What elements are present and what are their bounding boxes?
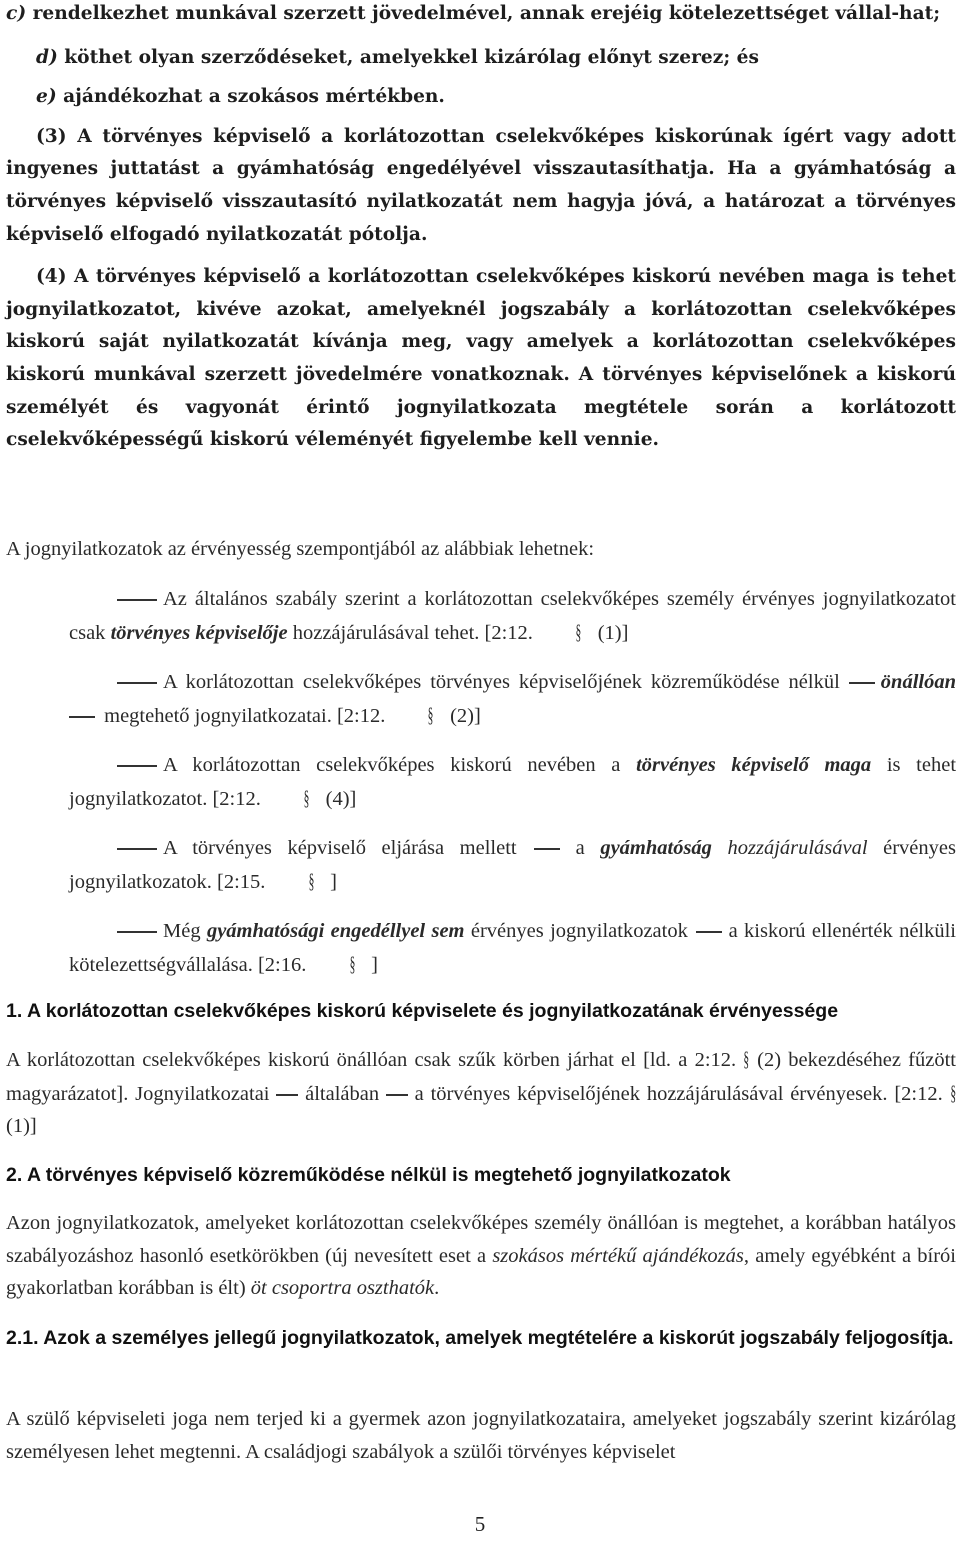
heading-text: 2. A törvényes képviselő közreműködése nélkül is megtehető jognyilatkozatok xyxy=(6,1164,731,1186)
section-1-body xyxy=(6,1043,956,1143)
list-item xyxy=(6,749,956,815)
item-text: Még xyxy=(163,920,207,942)
law-paragraph-3: (3) A törvényes képviselő a korlátozottan cselekvőképes kiskorúnak ígért vagy adott ingyenes juttatást a gyámhatóság engedélyével visszautasíthatja. Ha a gyámhatóság a törvényes képviselő visszautasító nyilatkozatát nem hagyja jóvá, a határozat a törvényes képviselő elfogadó nyilatkozatát pótolja. xyxy=(6,125,956,245)
body-text: A korlátozottan cselekvőképes kiskorú önállóan csak szűk körben járhat el [ld. a 2:12. xyxy=(6,1049,744,1071)
body-paragraph: A szülő képviseleti joga nem terjed ki a gyermek azon jognyilatkozataira, amelyeket jogszabály szerint kizárólag személyesen lehet megtenni. A családjogi szabályok a szülői törvényes képviselet xyxy=(6,1408,956,1463)
item-label: d) xyxy=(36,46,58,68)
section-heading-1 xyxy=(6,995,956,1027)
list-item xyxy=(6,583,956,649)
body-text: , amely egyébként a bírói gyakorlatban korábban is élt) xyxy=(6,1244,956,1299)
body-text: (2) bekezdéséhez fűzött magyarázatot]. Jognyilatkozatai xyxy=(6,1049,956,1105)
dash-icon xyxy=(117,931,157,933)
section-symbol: § xyxy=(575,619,582,644)
item-text: a xyxy=(560,837,601,859)
dash-icon xyxy=(276,1094,298,1096)
section-heading-2 xyxy=(6,1159,956,1191)
item-text: ] xyxy=(366,953,378,976)
section-symbol: § xyxy=(743,1047,750,1071)
section-symbol: § xyxy=(349,951,355,976)
section-symbol: § xyxy=(308,868,314,893)
item-text: (1)] xyxy=(592,621,629,644)
item-text: A korlátozottan cselekvőképes kiskorú nevében a xyxy=(163,754,637,776)
item-text: hozzájárulásával tehet. [2:12. xyxy=(287,621,539,644)
item-text: a kiskorú ellenérték nélküli kötelezettségvállalása. [2:16. xyxy=(69,920,957,976)
heading-text: 2.1. Azok a személyes jellegű jognyilatkozatok, amelyek megtételére a kiskorút jogszabály feljogosítja. xyxy=(6,1327,954,1349)
body-text: a törvényes képviselőjének hozzájárulásával érvényesek. [2:12. xyxy=(407,1082,950,1105)
list-item xyxy=(6,666,956,732)
item-text: A törvényes képviselő eljárása mellett xyxy=(163,837,533,859)
body-text: (1)] xyxy=(6,1115,37,1137)
item-text: Az általános szabály szerint a korlátozottan cselekvőképes személy érvényes jognyilatkozatot csak xyxy=(69,588,956,644)
section-2-body xyxy=(6,1207,956,1305)
dash-icon xyxy=(386,1094,408,1096)
body-paragraph xyxy=(6,1043,956,1143)
dash-icon xyxy=(117,765,157,767)
item-text: rendelkezhet munkával szerzett jövedelmével, annak erejéig kötelezettséget vállal-hat; xyxy=(32,3,941,24)
item-text: érvényes jognyilatkozatok xyxy=(464,920,695,942)
emphasis: törvényes képviselő maga xyxy=(636,754,872,776)
dash-icon xyxy=(849,682,875,684)
law-item-e xyxy=(6,81,956,114)
item-text: ] xyxy=(325,870,337,893)
dash-icon xyxy=(69,716,95,718)
item-text: megtehető jognyilatkozatai. [2:12. xyxy=(99,704,391,727)
item-text: (4)] xyxy=(320,787,357,810)
dash-icon xyxy=(696,931,722,933)
emphasis: önállóan xyxy=(880,671,956,693)
list-item xyxy=(6,915,956,981)
section-heading-2-1 xyxy=(6,1322,956,1354)
section-symbol: § xyxy=(949,1080,956,1105)
emphasis: törvényes képviselője xyxy=(110,621,288,644)
list-item xyxy=(6,832,956,898)
item-text: ajándékozhat a szokásos mértékben. xyxy=(63,86,445,108)
item-text: érvényes jognyilatkozatok. [2:15. xyxy=(69,837,956,893)
section-2-1-body xyxy=(6,1403,956,1468)
item-text: is tehet jognyilatkozatot. [2:12. xyxy=(69,754,957,810)
law-item-c xyxy=(6,0,956,31)
section-symbol: § xyxy=(428,702,434,727)
emphasis: gyámhatósági engedéllyel sem xyxy=(206,920,465,942)
body-paragraph xyxy=(6,1207,956,1305)
section-symbol: § xyxy=(303,785,310,810)
item-text: (2)] xyxy=(444,704,481,727)
emphasis: hozzájárulásával xyxy=(727,837,868,859)
emphasis: gyámhatóság xyxy=(600,837,712,859)
dash-icon xyxy=(534,848,560,850)
emphasis: szokásos mértékű ajándékozás xyxy=(492,1244,744,1267)
law-item-d xyxy=(6,42,956,75)
item-text: A korlátozottan cselekvőképes törvényes képviselőjének közreműködése nélkül xyxy=(163,671,849,693)
law-paragraph-4: (4) A törvényes képviselő a korlátozottan cselekvőképes kiskorú nevében maga is tehet jognyilatkozatot, kivéve azokat, amelyeknél jogszabály a korlátozottan cselekvőképes kiskorú saját nyilatkozatát kívánja meg, vagy amelyek a korlátozottan cselekvőképes kiskorú munkával szerzett jövedelmére vonatkoznak. A törvényes képviselőnek a kiskorú személyét és vagyonát érintő jognyilatkozata megtétele során a korlátozott cselekvőképességű kiskorú véleményét figyelembe kell vennie. xyxy=(6,266,956,451)
page-number: 5 xyxy=(474,1512,486,1536)
body-text: általában xyxy=(298,1082,386,1105)
body-text: . xyxy=(434,1277,440,1299)
item-label: e) xyxy=(36,86,57,108)
dash-icon xyxy=(117,848,157,850)
body-text: Azon jognyilatkozatok, amelyeket korlátozottan cselekvőképes személy önállóan is megtehet, a korábban hatályos szabályozáshoz hasonló esetkörökben (új nevesített eset a xyxy=(6,1212,956,1267)
validity-list xyxy=(6,583,956,981)
dash-icon xyxy=(117,682,157,684)
heading-text: 1. A korlátozottan cselekvőképes kiskorú képviselete és jognyilatkozatának érvényessége xyxy=(6,1000,839,1022)
law-excerpt xyxy=(6,0,956,457)
emphasis: öt csoportra oszthatók xyxy=(250,1277,435,1299)
item-text: köthet olyan szerződéseket, amelyekkel kizárólag előnyt szerez; és xyxy=(64,46,759,68)
dash-icon xyxy=(117,599,157,601)
item-label: c) xyxy=(6,3,27,24)
intro-line: A jognyilatkozatok az érvényesség szempontjából az alábbiak lehetnek: xyxy=(6,538,595,560)
intro-text xyxy=(6,533,956,566)
